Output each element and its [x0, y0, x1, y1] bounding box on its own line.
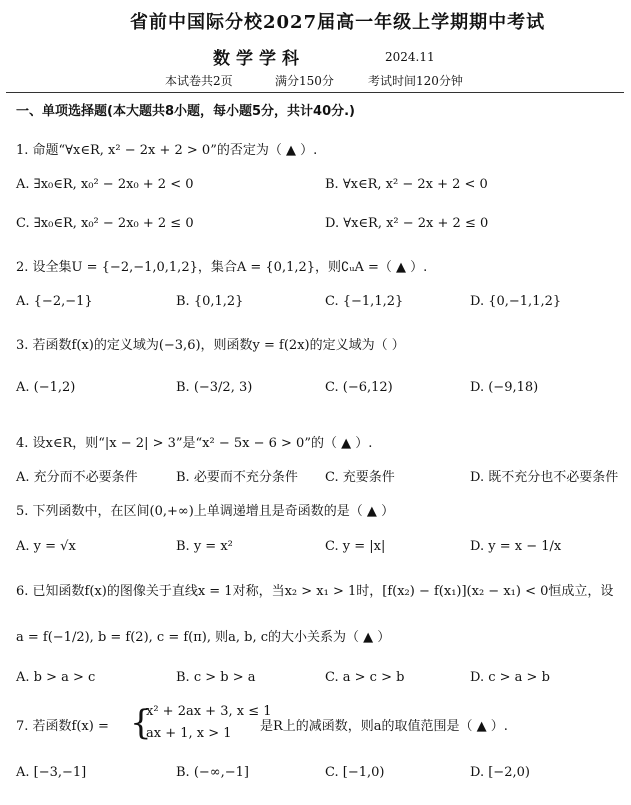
- question-7-option-b: B. (−∞,−1]: [176, 765, 249, 780]
- question-5-option-a: A. y = √x: [16, 539, 76, 554]
- section-title: 一、单项选择题(本大题共8小题，每小题5分，共计40分.): [16, 104, 356, 119]
- question-4-option-a: A. 充分而不必要条件: [16, 470, 138, 485]
- question-7-stem-suffix: 是R上的减函数，则a的取值范围是（ ▲ ）.: [260, 719, 508, 734]
- question-7-stem-prefix: 7. 若函数f(x) =: [16, 719, 109, 734]
- question-6-option-c: C. a > c > b: [325, 670, 405, 685]
- question-6-option-b: B. c > b > a: [176, 670, 256, 685]
- question-7-option-c: C. [−1,0): [325, 765, 385, 780]
- question-3-option-a: A. (−1,2): [16, 380, 76, 395]
- question-5-option-c: C. y = |x|: [325, 539, 386, 554]
- question-1-option-c: C. ∃x₀∈R, x₀² − 2x₀ + 2 ≤ 0: [16, 216, 194, 231]
- exam-time: 考试时间120分钟: [368, 74, 463, 88]
- question-1-option-b: B. ∀x∈R, x² − 2x + 2 < 0: [325, 177, 488, 192]
- question-1-stem: 1. 命题“∀x∈R, x² − 2x + 2 > 0”的否定为（ ▲ ）.: [16, 143, 318, 158]
- question-3-option-d: D. (−9,18): [470, 380, 539, 395]
- question-2-option-d: D. {0,−1,1,2}: [470, 294, 562, 309]
- question-7-option-d: D. [−2,0): [470, 765, 530, 780]
- subject-title: 数学学科: [213, 49, 305, 69]
- exam-title: 省前中国际分校2027届高一年级上学期期中考试: [130, 12, 546, 33]
- question-7-piece-2: ax + 1, x > 1: [146, 726, 232, 741]
- question-6-option-d: D. c > a > b: [470, 670, 550, 685]
- question-6-stem: 6. 已知函数f(x)的图像关于直线x = 1对称，当x₂ > x₁ > 1时，[f(x₂) − f(x₁)](x₂ − x₁) < 0恒成立，设: [16, 584, 614, 599]
- full-score: 满分150分: [275, 74, 334, 88]
- page-count: 本试卷共2页: [165, 74, 233, 88]
- question-4-stem: 4. 设x∈R，则“|x − 2| > 3”是“x² − 5x − 6 > 0”的（ ▲ ）.: [16, 436, 373, 451]
- question-4-option-d: D. 既不充分也不必要条件: [470, 470, 619, 485]
- question-5-stem: 5. 下列函数中，在区间(0,+∞)上单调递增且是奇函数的是（ ▲ ）: [16, 504, 395, 519]
- exam-date: 2024.11: [385, 50, 435, 64]
- question-4-option-b: B. 必要而不充分条件: [176, 470, 298, 485]
- question-2-option-b: B. {0,1,2}: [176, 294, 244, 309]
- question-1-option-a: A. ∃x₀∈R, x₀² − 2x₀ + 2 < 0: [16, 177, 194, 192]
- question-2-stem: 2. 设全集U = {−2,−1,0,1,2}，集合A = {0,1,2}，则∁ᵤA =（ ▲ ）.: [16, 260, 428, 275]
- question-7-option-a: A. [−3,−1]: [16, 765, 87, 780]
- question-5-option-d: D. y = x − 1/x: [470, 539, 562, 554]
- question-3-option-c: C. (−6,12): [325, 380, 393, 395]
- question-1-option-d: D. ∀x∈R, x² − 2x + 2 ≤ 0: [325, 216, 489, 231]
- question-2-option-a: A. {−2,−1}: [16, 294, 93, 309]
- question-2-option-c: C. {−1,1,2}: [325, 294, 404, 309]
- piecewise-brace: {: [130, 703, 152, 743]
- question-3-option-b: B. (−3/2, 3): [176, 380, 253, 395]
- question-6-option-a: A. b > a > c: [16, 670, 96, 685]
- question-3-stem: 3. 若函数f(x)的定义域为(−3,6)，则函数y = f(2x)的定义域为（ ）: [16, 338, 405, 353]
- question-4-option-c: C. 充要条件: [325, 470, 395, 485]
- question-7-piece-1: x² + 2ax + 3, x ≤ 1: [146, 704, 272, 719]
- question-5-option-b: B. y = x²: [176, 539, 233, 554]
- header-divider: [6, 92, 624, 93]
- question-6-stem-line-2: a = f(−1/2), b = f(2), c = f(π), 则a, b, c的大小关系为（ ▲ ）: [16, 630, 391, 645]
